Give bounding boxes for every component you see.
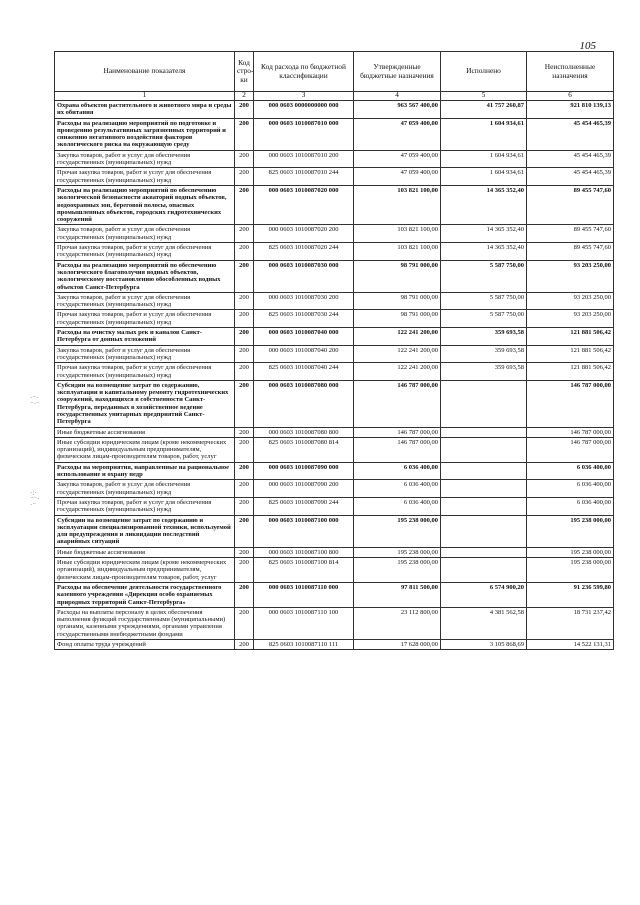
table-row [55, 292, 614, 310]
column-number: 5 [441, 92, 527, 101]
expense-code-cell: 825 0603 1010087090 244 [254, 497, 354, 515]
approved-amount-cell: 6 036 400,00 [354, 497, 441, 515]
table-row [55, 640, 614, 650]
table-row [55, 185, 614, 224]
line-code-cell: 200 [235, 328, 254, 346]
executed-amount-cell: 14 365 352,40 [441, 185, 527, 224]
expense-code-cell: 825 0603 1010087080 814 [254, 437, 354, 462]
line-code-cell: 200 [235, 101, 254, 119]
indicator-name-cell: Иные субсидии юридическим лицам (кроме некоммерческих организаций), индивидуальным предпринимателям, физическим лицам-производителям товаров, работ, услуг [55, 437, 235, 462]
indicator-name-cell: Иные субсидии юридическим лицам (кроме некоммерческих организаций), индивидуальным предпринимателям, физическим лицам-производителям товаров, работ, услуг [55, 558, 235, 583]
header-name: Наименование показателя [55, 52, 235, 92]
expense-code-cell: 000 0603 1010087100 000 [254, 515, 354, 547]
indicator-name-cell: Закупка товаров, работ и услуг для обеспечения государственных (муниципальных) нужд [55, 292, 235, 310]
indicator-name-cell: Расходы на обеспечение деятельности государственного казенного учреждения «Дирекция особо охраняемых природных территорий Санкт-Петербурга» [55, 582, 235, 607]
indicator-name-cell: Прочая закупка товаров, работ и услуг для обеспечения государственных (муниципальных) нужд [55, 168, 235, 186]
approved-amount-cell: 146 787 000,00 [354, 427, 441, 437]
expense-code-cell: 000 0603 1010087090 200 [254, 480, 354, 498]
executed-amount-cell [441, 515, 527, 547]
unexecuted-amount-cell: 6 036 400,00 [527, 462, 614, 480]
table-row [55, 225, 614, 243]
indicator-name-cell: Субсидии на возмещение затрат по содержанию и эксплуатации специализированной техники, используемой для предупреждения и ликвидации последствий аварийных ситуаций [55, 515, 235, 547]
approved-amount-cell: 963 567 400,00 [354, 101, 441, 119]
approved-amount-cell: 97 811 500,00 [354, 582, 441, 607]
executed-amount-cell [441, 380, 527, 427]
approved-amount-cell: 146 787 000,00 [354, 380, 441, 427]
executed-amount-cell: 5 587 750,00 [441, 310, 527, 328]
unexecuted-amount-cell: 93 203 250,00 [527, 292, 614, 310]
expense-code-cell: 000 0603 1010087040 200 [254, 345, 354, 363]
expense-code-cell: 825 0603 1010087100 814 [254, 558, 354, 583]
expense-code-cell: 825 0603 1010087110 111 [254, 640, 354, 650]
executed-amount-cell: 1 604 934,61 [441, 150, 527, 168]
line-code-cell: 200 [235, 582, 254, 607]
approved-amount-cell: 103 821 100,00 [354, 225, 441, 243]
table-row [55, 150, 614, 168]
indicator-name-cell: Закупка товаров, работ и услуг для обеспечения государственных (муниципальных) нужд [55, 480, 235, 498]
executed-amount-cell: 14 365 352,40 [441, 225, 527, 243]
table-row [55, 607, 614, 639]
approved-amount-cell: 195 238 000,00 [354, 515, 441, 547]
expense-code-cell: 000 0603 1010087090 000 [254, 462, 354, 480]
indicator-name-cell: Прочая закупка товаров, работ и услуг для обеспечения государственных (муниципальных) нужд [55, 310, 235, 328]
line-code-cell: 200 [235, 462, 254, 480]
line-code-cell: 200 [235, 437, 254, 462]
table-row [55, 462, 614, 480]
executed-amount-cell: 4 381 562,58 [441, 607, 527, 639]
executed-amount-cell: 41 757 260,87 [441, 101, 527, 119]
table-row [55, 260, 614, 292]
indicator-name-cell: Закупка товаров, работ и услуг для обеспечения государственных (муниципальных) нужд [55, 150, 235, 168]
unexecuted-amount-cell: 18 731 237,42 [527, 607, 614, 639]
unexecuted-amount-cell: 45 454 465,39 [527, 150, 614, 168]
expense-code-cell: 000 0603 1010087040 000 [254, 328, 354, 346]
column-number: 4 [354, 92, 441, 101]
approved-amount-cell: 122 241 200,00 [354, 345, 441, 363]
line-code-cell: 200 [235, 363, 254, 381]
indicator-name-cell: Расходы на реализацию мероприятий по обеспечению экологического благополучия водных объектов, экологическому восстановлению обособленных водных объектов Санкт-Петербурга [55, 260, 235, 292]
unexecuted-amount-cell: 89 455 747,60 [527, 225, 614, 243]
table-body [55, 101, 614, 650]
approved-amount-cell: 195 238 000,00 [354, 558, 441, 583]
approved-amount-cell: 98 791 000,00 [354, 310, 441, 328]
indicator-name-cell: Закупка товаров, работ и услуг для обеспечения государственных (муниципальных) нужд [55, 225, 235, 243]
approved-amount-cell: 47 059 400,00 [354, 150, 441, 168]
unexecuted-amount-cell: 6 036 400,00 [527, 497, 614, 515]
unexecuted-amount-cell: 45 454 465,39 [527, 168, 614, 186]
expense-code-cell: 000 0603 1010087080 000 [254, 380, 354, 427]
approved-amount-cell: 6 036 400,00 [354, 462, 441, 480]
approved-amount-cell: 17 628 000,00 [354, 640, 441, 650]
line-code-cell: 200 [235, 243, 254, 261]
column-number-row [55, 92, 614, 101]
expense-code-cell: 000 0603 1010087030 200 [254, 292, 354, 310]
unexecuted-amount-cell: 14 522 131,31 [527, 640, 614, 650]
line-code-cell: 200 [235, 547, 254, 557]
line-code-cell: 200 [235, 558, 254, 583]
approved-amount-cell: 47 059 400,00 [354, 118, 441, 150]
unexecuted-amount-cell: 146 787 000,00 [527, 437, 614, 462]
approved-amount-cell: 47 059 400,00 [354, 168, 441, 186]
unexecuted-amount-cell: 121 881 506,42 [527, 345, 614, 363]
indicator-name-cell: Расходы на реализацию мероприятий по подготовке и проведению результативных загрязненных территорий и снижению негативного воздействия факторов экологического риска на окружающую среду [55, 118, 235, 150]
expense-code-cell: 000 0603 1010087080 800 [254, 427, 354, 437]
indicator-name-cell: Субсидии на возмещение затрат по содержанию, эксплуатации и капитальному ремонту гидротехнических сооружений, находящихся в собственности Санкт-Петербурга, переданных в хозяйственное ведение государственных унитарных предприятий Санкт-Петербурга [55, 380, 235, 427]
indicator-name-cell: Прочая закупка товаров, работ и услуг для обеспечения государственных (муниципальных) нужд [55, 497, 235, 515]
executed-amount-cell [441, 547, 527, 557]
approved-amount-cell: 98 791 000,00 [354, 260, 441, 292]
unexecuted-amount-cell: 93 203 250,00 [527, 260, 614, 292]
column-number: 2 [235, 92, 254, 101]
margin-scribble: ·:· ⁻⁻· ·⁻ [30, 489, 40, 509]
line-code-cell: 200 [235, 345, 254, 363]
column-number: 6 [527, 92, 614, 101]
executed-amount-cell: 359 693,58 [441, 328, 527, 346]
expense-code-cell: 000 0603 0000000000 000 [254, 101, 354, 119]
line-code-cell: 200 [235, 497, 254, 515]
approved-amount-cell: 195 238 000,00 [354, 547, 441, 557]
executed-amount-cell [441, 497, 527, 515]
table-row [55, 243, 614, 261]
line-code-cell: 200 [235, 427, 254, 437]
executed-amount-cell: 5 587 750,00 [441, 260, 527, 292]
executed-amount-cell: 14 365 352,40 [441, 243, 527, 261]
page-number: 105 [579, 40, 596, 52]
table-row [55, 558, 614, 583]
approved-amount-cell: 122 241 200,00 [354, 328, 441, 346]
margin-scribble: ·⁻· ⁻·⁻ [30, 394, 40, 408]
indicator-name-cell: Прочая закупка товаров, работ и услуг для обеспечения государственных (муниципальных) нужд [55, 243, 235, 261]
expense-code-cell: 825 0603 1010087020 244 [254, 243, 354, 261]
expense-code-cell: 000 0603 1010087010 000 [254, 118, 354, 150]
unexecuted-amount-cell: 121 881 506,42 [527, 363, 614, 381]
unexecuted-amount-cell: 93 203 250,00 [527, 310, 614, 328]
table-row [55, 497, 614, 515]
executed-amount-cell [441, 462, 527, 480]
table-row [55, 515, 614, 547]
unexecuted-amount-cell: 146 787 000,00 [527, 427, 614, 437]
header-executed: Исполнено [441, 52, 527, 92]
expense-code-cell: 000 0603 1010087020 000 [254, 185, 354, 224]
expense-code-cell: 000 0603 1010087030 000 [254, 260, 354, 292]
table-row [55, 480, 614, 498]
table-row [55, 437, 614, 462]
table-row [55, 380, 614, 427]
unexecuted-amount-cell: 195 238 000,00 [527, 515, 614, 547]
line-code-cell: 200 [235, 260, 254, 292]
approved-amount-cell: 122 241 200,00 [354, 363, 441, 381]
executed-amount-cell [441, 427, 527, 437]
header-expense-code: Код расхода по бюджетной классификации [254, 52, 354, 92]
indicator-name-cell: Расходы на очистку малых рек и каналов Санкт-Петербурга от донных отложений [55, 328, 235, 346]
indicator-name-cell: Прочая закупка товаров, работ и услуг для обеспечения государственных (муниципальных) нужд [55, 363, 235, 381]
executed-amount-cell: 359 693,58 [441, 363, 527, 381]
line-code-cell: 200 [235, 168, 254, 186]
unexecuted-amount-cell: 146 787 000,00 [527, 380, 614, 427]
line-code-cell: 200 [235, 640, 254, 650]
indicator-name-cell: Расходы на мероприятия, направленные на рациональное использование и охрану недр [55, 462, 235, 480]
approved-amount-cell: 6 036 400,00 [354, 480, 441, 498]
line-code-cell: 200 [235, 150, 254, 168]
executed-amount-cell: 6 574 900,20 [441, 582, 527, 607]
unexecuted-amount-cell: 89 455 747,60 [527, 243, 614, 261]
indicator-name-cell: Охрана объектов растительного и животного мира и среды их обитания [55, 101, 235, 119]
line-code-cell: 200 [235, 515, 254, 547]
table-row [55, 328, 614, 346]
unexecuted-amount-cell: 921 810 139,13 [527, 101, 614, 119]
executed-amount-cell: 1 604 934,61 [441, 168, 527, 186]
table-row [55, 345, 614, 363]
approved-amount-cell: 146 787 000,00 [354, 437, 441, 462]
table-row [55, 363, 614, 381]
line-code-cell: 200 [235, 225, 254, 243]
header-line-code: Код стро-ки [235, 52, 254, 92]
expense-code-cell: 825 0603 1010087010 244 [254, 168, 354, 186]
expense-code-cell: 825 0603 1010087030 244 [254, 310, 354, 328]
line-code-cell: 200 [235, 185, 254, 224]
executed-amount-cell [441, 558, 527, 583]
unexecuted-amount-cell: 89 455 747,60 [527, 185, 614, 224]
line-code-cell: 200 [235, 480, 254, 498]
expense-code-cell: 000 0603 1010087100 800 [254, 547, 354, 557]
header-unexecuted: Неисполненные назначения [527, 52, 614, 92]
unexecuted-amount-cell: 45 454 465,39 [527, 118, 614, 150]
expense-code-cell: 000 0603 1010087020 200 [254, 225, 354, 243]
unexecuted-amount-cell: 6 036 400,00 [527, 480, 614, 498]
line-code-cell: 200 [235, 607, 254, 639]
table-row [55, 547, 614, 557]
expense-code-cell: 000 0603 1010087110 000 [254, 582, 354, 607]
column-number: 3 [254, 92, 354, 101]
executed-amount-cell: 1 604 934,61 [441, 118, 527, 150]
expense-code-cell: 000 0603 1010087010 200 [254, 150, 354, 168]
table-row [55, 101, 614, 119]
indicator-name-cell: Закупка товаров, работ и услуг для обеспечения государственных (муниципальных) нужд [55, 345, 235, 363]
executed-amount-cell [441, 480, 527, 498]
indicator-name-cell: Расходы на выплаты персоналу в целях обеспечения выполнения функций государственными (муниципальными) органами, казенными учреждениями, органами управления государственными внебюджетными фондами [55, 607, 235, 639]
indicator-name-cell: Иные бюджетные ассигнования [55, 427, 235, 437]
executed-amount-cell: 359 693,58 [441, 345, 527, 363]
table-row [55, 118, 614, 150]
unexecuted-amount-cell: 91 236 599,80 [527, 582, 614, 607]
line-code-cell: 200 [235, 380, 254, 427]
unexecuted-amount-cell: 195 238 000,00 [527, 547, 614, 557]
budget-execution-table [54, 51, 614, 650]
unexecuted-amount-cell: 195 238 000,00 [527, 558, 614, 583]
approved-amount-cell: 23 112 800,00 [354, 607, 441, 639]
line-code-cell: 200 [235, 292, 254, 310]
approved-amount-cell: 103 821 100,00 [354, 185, 441, 224]
approved-amount-cell: 98 791 000,00 [354, 292, 441, 310]
indicator-name-cell: Фонд оплаты труда учреждений [55, 640, 235, 650]
column-number: 1 [55, 92, 235, 101]
executed-amount-cell: 3 105 868,69 [441, 640, 527, 650]
header-approved: Утвержденные бюджетные назначения [354, 52, 441, 92]
approved-amount-cell: 103 821 100,00 [354, 243, 441, 261]
table-row [55, 582, 614, 607]
expense-code-cell: 825 0603 1010087040 244 [254, 363, 354, 381]
indicator-name-cell: Иные бюджетные ассигнования [55, 547, 235, 557]
indicator-name-cell: Расходы на реализацию мероприятий по обеспечению экологической безопасности акваторий водных объектов, водоохранных зон, береговой полосы, опасных промышленных объектов, городских гидротехнических сооружений [55, 185, 235, 224]
table-row [55, 310, 614, 328]
executed-amount-cell: 5 587 750,00 [441, 292, 527, 310]
table-header-row [55, 52, 614, 92]
executed-amount-cell [441, 437, 527, 462]
line-code-cell: 200 [235, 310, 254, 328]
unexecuted-amount-cell: 121 881 506,42 [527, 328, 614, 346]
line-code-cell: 200 [235, 118, 254, 150]
table-row [55, 427, 614, 437]
expense-code-cell: 000 0603 1010087110 100 [254, 607, 354, 639]
table-row [55, 168, 614, 186]
